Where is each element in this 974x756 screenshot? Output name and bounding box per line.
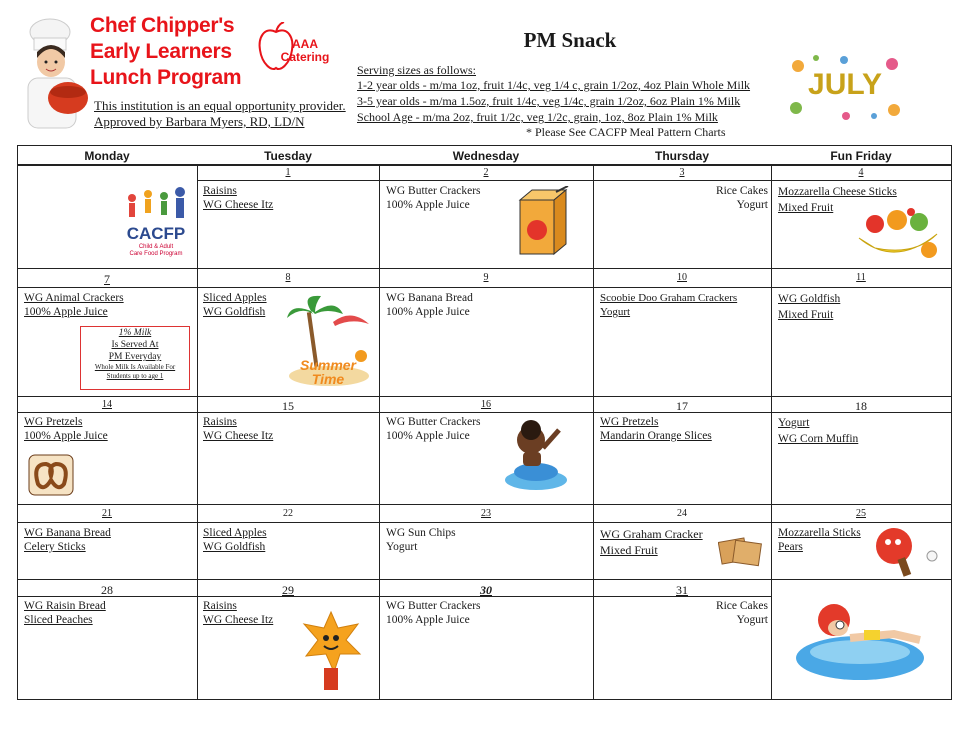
menu-item: Mixed Fruit	[778, 202, 834, 214]
menu-jul-24	[600, 526, 703, 558]
menu-jul-21	[24, 526, 111, 554]
menu-jul-10	[600, 291, 737, 319]
menu-jul-28	[24, 599, 106, 627]
brand-line-2: Early Learners	[90, 40, 232, 63]
milk-notice-line: PM Everyday	[108, 352, 162, 362]
menu-item: Sliced Apples	[203, 527, 267, 539]
menu-jul-15	[203, 415, 273, 443]
date-number: 30	[480, 583, 492, 597]
equal-opportunity-statement: This institution is an equal opportunity provider.	[94, 98, 346, 113]
date-number: 22	[283, 508, 293, 519]
date-number: 21	[102, 508, 112, 519]
page-title: PM Snack	[523, 28, 617, 52]
date-number: 7	[104, 272, 110, 286]
menu-item: Pears	[778, 541, 803, 553]
summer-time-art	[285, 292, 371, 390]
menu-item: WG Goldfish	[203, 541, 266, 553]
menu-item: Yogurt	[600, 306, 631, 318]
menu-jul-25	[778, 526, 861, 554]
catering-line-2: Catering	[280, 50, 330, 64]
aaa-catering-logo	[256, 22, 336, 78]
date-number: 1	[285, 167, 291, 178]
menu-item: WG Raisin Bread	[24, 600, 106, 612]
pretzel-icon	[28, 454, 74, 496]
menu-item: WG Butter Crackers	[386, 600, 481, 612]
graham-cracker-icon	[718, 532, 764, 570]
serving-school-age: School Age - m/ma 2oz, fruit 1/2c, veg 1/2c, grain, 1oz, 8oz Plain 1% Milk	[357, 110, 718, 124]
menu-item: Yogurt	[736, 199, 768, 211]
date-number: 31	[676, 583, 688, 597]
menu-item: WG Sun Chips	[386, 527, 456, 539]
menu-item: 100% Apple Juice	[386, 430, 470, 442]
serving-preschool: 3-5 year olds - m/ma 1.5oz, fruit 1/4c, veg 1/4c, grain 1/2oz, 6oz Plain 1% Milk	[357, 94, 741, 108]
menu-item: Celery Sticks	[24, 541, 86, 553]
date-number: 4	[858, 167, 864, 178]
day-header-monday: Monday	[84, 149, 130, 163]
date-number: 2	[483, 167, 489, 178]
menu-item: WG Corn Muffin	[778, 433, 859, 445]
milk-notice-line: Is Served At	[111, 340, 159, 350]
menu-item: Rice Cakes	[715, 185, 768, 197]
menu-item: WG Butter Crackers	[386, 185, 481, 197]
brand-line-3: Lunch Program	[90, 66, 242, 89]
menu-item: WG Goldfish	[203, 306, 266, 318]
date-number: 28	[101, 583, 113, 597]
menu-item: WG Butter Crackers	[386, 416, 481, 428]
menu-item: Rice Cakes	[715, 600, 768, 612]
menu-item: WG Graham Cracker	[600, 527, 703, 541]
menu-item: WG Cheese Itz	[203, 430, 274, 442]
cacfp-figures-icon	[122, 186, 190, 226]
menu-item: Mandarin Orange Slices	[600, 430, 712, 442]
menu-jul-8	[203, 291, 267, 319]
menu-item: Yogurt	[736, 614, 768, 626]
menu-jul-9	[386, 291, 473, 319]
menu-jul-16	[386, 415, 481, 443]
swimming-kid-icon	[503, 418, 569, 492]
menu-item: Sliced Apples	[203, 292, 267, 304]
date-number: 15	[282, 399, 294, 413]
date-number: 8	[285, 272, 291, 283]
cacfp-name: CACFP	[126, 224, 186, 243]
menu-item: 100% Apple Juice	[24, 306, 108, 318]
fruit-friends-icon	[855, 208, 941, 262]
menu-jul-18	[778, 415, 858, 447]
menu-jul-3	[600, 184, 768, 212]
milk-notice	[80, 326, 190, 390]
date-number: 11	[856, 272, 866, 283]
date-number: 17	[676, 399, 688, 413]
menu-item: Mozzarella Cheese Sticks	[778, 186, 897, 198]
swimmer-icon	[794, 598, 928, 684]
menu-item: 100% Apple Juice	[386, 306, 470, 318]
menu-item: Sliced Peaches	[24, 614, 93, 626]
menu-item: WG Cheese Itz	[203, 614, 274, 626]
catering-line-1: AAA	[292, 37, 318, 51]
day-header-tuesday: Tuesday	[264, 149, 312, 163]
menu-jul-2	[386, 184, 481, 212]
menu-jul-7	[24, 291, 124, 319]
day-header-friday: Fun Friday	[830, 149, 892, 163]
menu-jul-30	[386, 599, 481, 627]
milk-notice-line: Whole Milk Is Available For	[94, 363, 176, 371]
date-number: 24	[677, 508, 687, 519]
menu-jul-23	[386, 526, 456, 554]
cacfp-sub-1: Child & Adult	[138, 244, 174, 250]
menu-item: 100% Apple Juice	[386, 614, 470, 626]
july-art	[786, 52, 904, 122]
menu-item: WG Banana Bread	[386, 292, 473, 304]
menu-jul-29	[203, 599, 273, 627]
menu-item: 100% Apple Juice	[386, 199, 470, 211]
juice-box-icon	[516, 186, 570, 258]
menu-item: WG Animal Crackers	[24, 292, 124, 304]
menu-jul-11	[778, 291, 840, 323]
approval-statement: Approved by Barbara Myers, RD, LD/N	[94, 114, 305, 129]
date-number: 23	[481, 508, 491, 519]
date-number: 18	[855, 399, 867, 413]
menu-item: Scoobie Doo Graham Crackers	[600, 292, 738, 304]
ping-pong-paddle-icon	[866, 526, 944, 578]
menu-item: WG Cheese Itz	[203, 199, 274, 211]
date-number: 3	[679, 167, 685, 178]
cheese-mascot-icon	[298, 610, 364, 692]
july-label: JULY	[808, 68, 882, 101]
menu-item: Yogurt	[778, 417, 810, 429]
menu-item: 100% Apple Juice	[24, 430, 108, 442]
summer-time-label: Summer Time	[299, 357, 357, 387]
menu-item: Mozzarella Sticks	[778, 527, 861, 539]
meal-pattern-note: * Please See CACFP Meal Pattern Charts	[526, 125, 726, 139]
day-header-wednesday: Wednesday	[452, 149, 520, 163]
date-number: 14	[102, 399, 112, 410]
cacfp-sub-2: Care Food Program	[129, 251, 183, 257]
milk-notice-line: Students up to age 1	[106, 372, 164, 380]
menu-item: Raisins	[203, 600, 237, 612]
menu-item: WG Pretzels	[600, 416, 659, 428]
menu-item: WG Pretzels	[24, 416, 83, 428]
date-number: 16	[481, 399, 491, 410]
day-header-thursday: Thursday	[654, 149, 709, 163]
menu-jul-31	[600, 599, 768, 627]
menu-item: WG Banana Bread	[24, 527, 111, 539]
chef-child-logo	[18, 18, 90, 130]
serving-toddler: 1-2 year olds - m/ma 1oz, fruit 1/4c, veg 1/4 c, grain 1/2oz, 4oz Plain Whole Milk	[357, 78, 751, 92]
date-number: 9	[483, 272, 489, 283]
menu-item: Raisins	[203, 416, 237, 428]
menu-jul-14	[24, 415, 108, 443]
menu-item: WG Goldfish	[778, 293, 841, 305]
date-number: 25	[856, 508, 866, 519]
menu-item: Raisins	[203, 185, 237, 197]
menu-item: Mixed Fruit	[778, 309, 834, 321]
menu-jul-17	[600, 415, 712, 443]
menu-item: Yogurt	[386, 541, 418, 553]
serving-heading: Serving sizes as follows:	[357, 63, 476, 77]
menu-jul-1	[203, 184, 273, 212]
date-number: 29	[282, 583, 294, 597]
menu-item: Mixed Fruit	[600, 543, 658, 557]
milk-notice-line: 1% Milk	[118, 328, 152, 338]
date-number: 10	[677, 272, 687, 283]
menu-jul-22	[203, 526, 267, 554]
brand-line-1: Chef Chipper's	[90, 14, 235, 37]
cacfp-logo	[122, 186, 190, 264]
